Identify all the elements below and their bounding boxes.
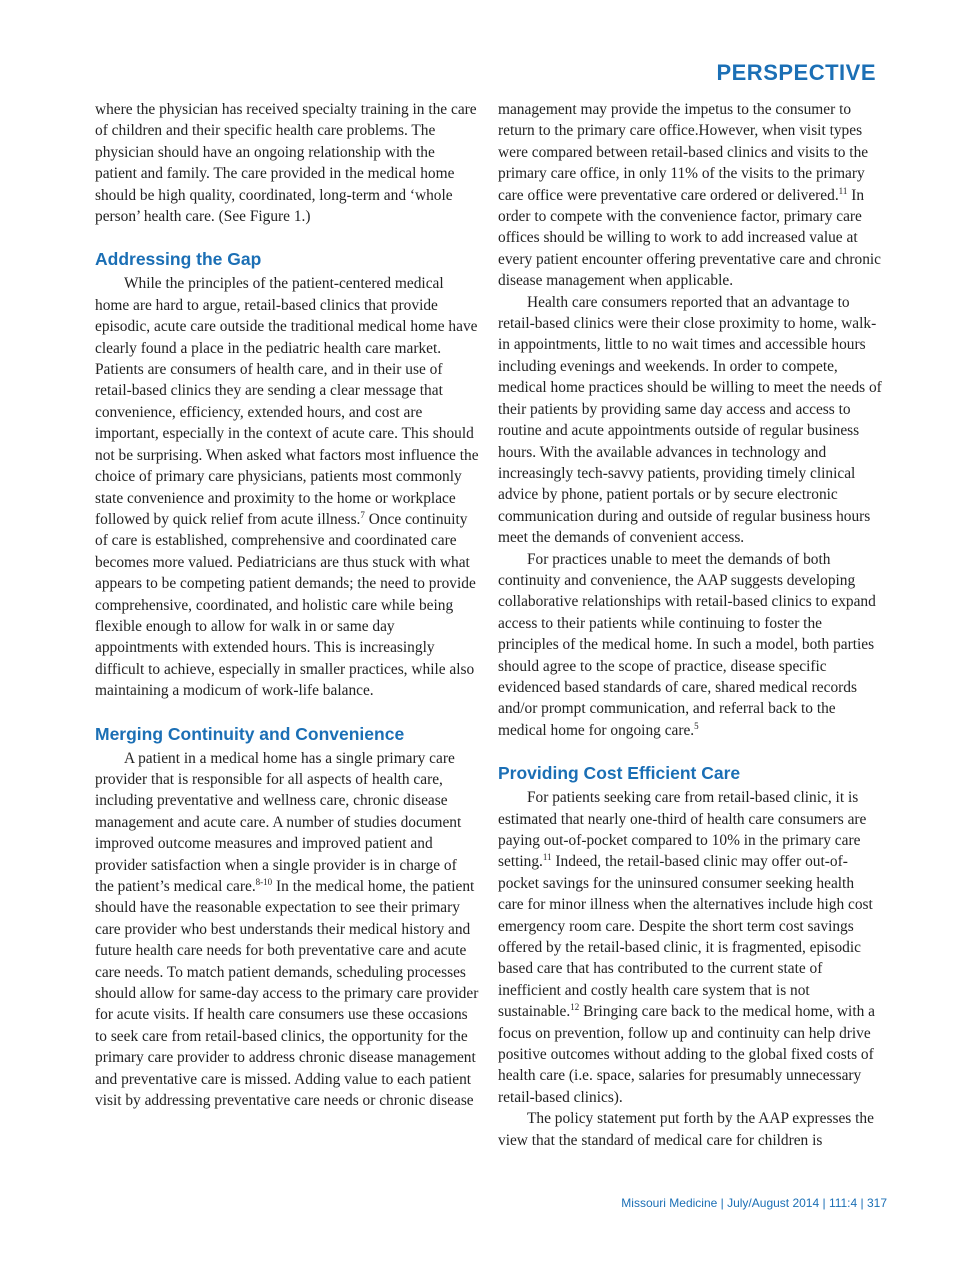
- paragraph: [498, 787, 882, 1108]
- reference-number: 5: [694, 720, 699, 731]
- paragraph: Health care consumers reported that an advantage to retail-based clinics were their close proximity to home, walk-in appointments, little to no wait times and accessible hours including evenings and weekends. In order to compete, medical home practices should be willing to meet the needs of their patients by providing same day access and access to routine and acute appointments outside of regular business hours. With the available advances in technology and increasingly tech-savvy patients, providing timely clinical advice by phone, patient portals or by secure electronic communication during and outside of regular business hours meet the demands of convenient access.: [498, 293, 882, 547]
- paragraph-text: For patients seeking care from retail-based clinic, it is estimated that nearly one-third of health care consumers are paying out-of-pocket compared to 10% in the primary care setting.: [498, 789, 867, 871]
- page-footer-citation: Missouri Medicine | July/August 2014 | 111:4 | 317: [621, 1196, 887, 1210]
- paragraph: [498, 99, 882, 292]
- section-label: PERSPECTIVE: [716, 60, 876, 85]
- reference-number: 12: [570, 1002, 580, 1013]
- paragraph: [95, 748, 479, 1112]
- paragraph: [498, 549, 882, 742]
- paragraph-text: For practices unable to meet the demands of both continuity and convenience, the AAP suggests developing collaborative relationships with retail-based clinics to expand access to their patients while continuing to foster the principles of the medical home. In such a model, both parties should agree to the scope of practice, disease specific evidenced based standards of care, shared medical records and/or prompt communication, and referral back to the medical home for ongoing care.: [498, 550, 876, 739]
- paragraph: where the physician has received specialty training in the care of children and their specific health care problems. The physician should have an ongoing relationship with the patient and family. The care provided in the medical home should be high quality, coordinated, long-term and ‘whole person’ health care. (See Figure 1.): [95, 101, 477, 226]
- paragraph-text: Once continuity of care is established, comprehensive and coordinated care becomes more valued. Pediatricians are thus stuck with what appears to be competing patient demands; the need to provide comprehensive, coordinated, and holistic care while being flexible enough to allow for walk in or same day appointments with extended hours. This is increasingly difficult to achieve, especially in smaller practices, while also maintaining a modicum of work-life balance.: [95, 510, 476, 700]
- paragraph-text: Bringing care back to the medical home, with a focus on prevention, follow up and continuity can help drive positive outcomes without adding to the global fixed costs of health care (i.e. space, salaries for presumably unnecessary retail-based clinics).: [498, 1003, 875, 1106]
- reference-number: 11: [838, 185, 848, 196]
- paragraph-text: In order to compete with the convenience factor, primary care offices should be willing to work to add increased value at every patient encounter offering preventative care and chronic disease management when applicable.: [498, 186, 882, 290]
- section-heading-addressing-gap: Addressing the Gap: [95, 249, 262, 270]
- right-column: [498, 99, 882, 1151]
- reference-number: 11: [542, 852, 552, 863]
- paragraph: The policy statement put forth by the AAP expresses the view that the standard of medical care for children is: [498, 1110, 874, 1149]
- reference-number: 7: [360, 509, 365, 520]
- section-heading-merging-continuity: Merging Continuity and Convenience: [95, 723, 405, 744]
- paragraph-text: In the medical home, the patient should have the reasonable expectation to see their primary care provider who best understands their medical history and future health care needs for both preventative care and acute care needs. To match patient demands, scheduling processes should allow for same-day access to the primary care provider for acute visits. If health care consumers use these occasions to seek care from retail-based clinics, the opportunity for the primary care provider to address chronic disease management and preventative care is missed. Adding value to each patient visit by addressing preventative care needs or chronic disease: [95, 878, 479, 1110]
- section-heading-cost-efficient: Providing Cost Efficient Care: [498, 763, 741, 784]
- left-column: [95, 99, 479, 1111]
- paragraph-text: Indeed, the retail-based clinic may offer out-of-pocket savings for the uninsured consumer seeking health care for minor illness when the alternatives include high cost emergency room care. Despite the short term cost savings offered by the retail-based clinic, it is fragmented, episodic based care that has contributed to the current state of inefficient and costly health care system that is not sustainable.: [498, 853, 873, 1021]
- paragraph-text: management may provide the impetus to the consumer to return to the primary care office.However, when visit types were compared between retail-based clinics and visits to the primary care office, in only 11% of the visits to the primary care office were preventative care ordered or delivered.: [498, 101, 869, 204]
- paragraph-text: A patient in a medical home has a single primary care provider that is responsible for all aspects of health care, including preventative and wellness care, chronic disease management and acute care. A number of studies document improved outcome measures and improved patient and provider satisfaction when a single provider is in charge of the patient’s medical care.: [95, 749, 462, 895]
- paragraph: [95, 273, 479, 701]
- reference-number: 8-10: [255, 877, 273, 887]
- paragraph-text: While the principles of the patient-centered medical home are hard to argue, retail-based clinics that provide episodic, acute care outside the traditional medical home have clearly found a place in the pediatric health care market. Patients are consumers of health care, and in their use of retail-based clinics they are sending a clear message that convenience, efficiency, extended hours, and cost are important, especially in the context of acute care. This should not be surprising. When asked what factors most influence the choice of primary care physicians, patients most commonly state convenience and proximity to the home or workplace followed by quick relief from acute illness.: [95, 275, 479, 528]
